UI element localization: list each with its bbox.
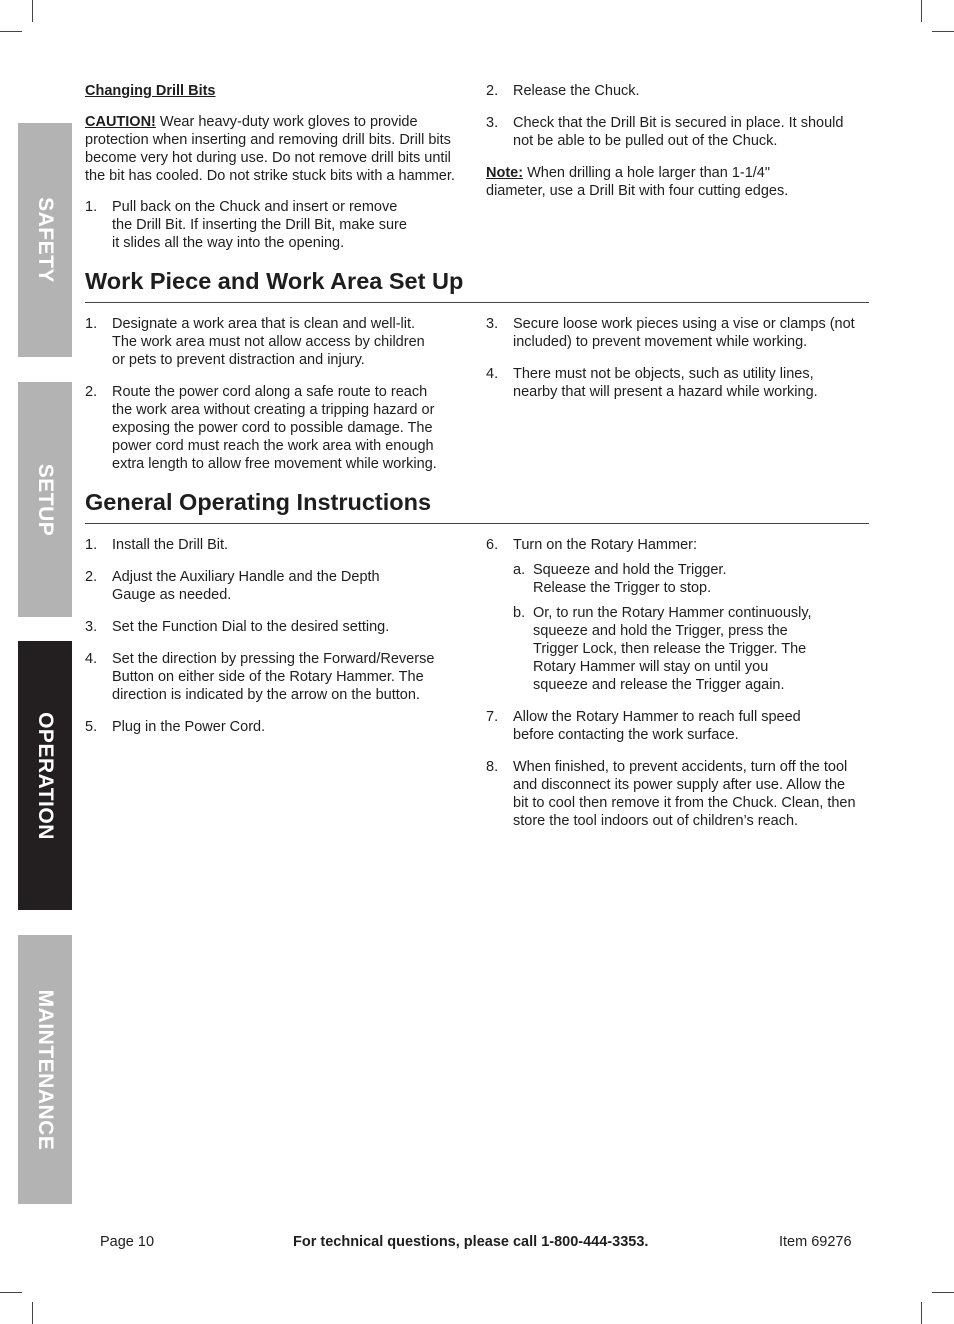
list-text: Turn on the Rotary Hammer: bbox=[513, 537, 697, 553]
list-number: 2. bbox=[85, 569, 98, 585]
note-paragraph bbox=[486, 164, 816, 200]
caution-paragraph bbox=[85, 113, 470, 185]
tab-label: OPERATION bbox=[34, 711, 57, 840]
list-number: 3. bbox=[85, 619, 98, 635]
tech-support-line: For technical questions, please call 1-800-444-3353. bbox=[293, 1234, 649, 1250]
drill-bits-left-column bbox=[85, 82, 470, 266]
list-number: 2. bbox=[85, 384, 98, 400]
list-item bbox=[85, 315, 432, 369]
list-text: Release the Chuck. bbox=[513, 83, 640, 99]
page-number: Page 10 bbox=[100, 1234, 155, 1250]
sub-list-item bbox=[513, 604, 825, 694]
sub-list-item bbox=[513, 561, 733, 597]
operating-heading: General Operating Instructions bbox=[85, 489, 869, 524]
list-number: 5. bbox=[85, 719, 98, 735]
list-text: Allow the Rotary Hammer to reach full speed before contacting the work surface. bbox=[513, 709, 801, 743]
list-text: Adjust the Auxiliary Handle and the Depth Gauge as needed. bbox=[112, 569, 380, 603]
list-item bbox=[486, 315, 856, 351]
list-number: 4. bbox=[486, 366, 499, 382]
list-number: 6. bbox=[486, 537, 499, 553]
list-text: Plug in the Power Cord. bbox=[112, 719, 266, 735]
list-item bbox=[85, 650, 450, 704]
list-item bbox=[486, 114, 858, 150]
work-area-left-column bbox=[85, 315, 450, 487]
caution-label: CAUTION! bbox=[85, 114, 156, 130]
list-text: Set the direction by pressing the Forward/Reverse Button on either side of the Rotary Hammer. The direction is indicated by the arrow on the button. bbox=[112, 651, 435, 703]
list-item bbox=[85, 383, 450, 473]
list-item bbox=[85, 618, 450, 636]
list-text: Check that the Drill Bit is secured in place. It should not be able to be pulled out of the Chuck. bbox=[513, 115, 844, 149]
crop-mark bbox=[0, 1292, 22, 1293]
tab-label: SAFETY bbox=[34, 197, 57, 283]
tab-operation[interactable] bbox=[18, 641, 72, 910]
work-area-heading: Work Piece and Work Area Set Up bbox=[85, 268, 869, 303]
drill-bits-title: Changing Drill Bits bbox=[85, 83, 216, 99]
sub-list-letter: a. bbox=[513, 562, 526, 578]
tab-safety[interactable] bbox=[18, 123, 72, 357]
crop-mark bbox=[32, 1302, 33, 1324]
list-item bbox=[85, 568, 382, 604]
list-text: There must not be objects, such as utility lines, nearby that will present a hazard while working. bbox=[513, 366, 818, 400]
list-text: Set the Function Dial to the desired setting. bbox=[112, 619, 390, 635]
list-item bbox=[85, 718, 450, 736]
crop-mark bbox=[921, 0, 922, 22]
list-item bbox=[486, 708, 823, 744]
list-item bbox=[486, 365, 856, 401]
list-item bbox=[486, 536, 861, 694]
sub-list-text: Squeeze and hold the Trigger. Release the Trigger to stop. bbox=[533, 562, 727, 596]
list-number: 3. bbox=[486, 115, 499, 131]
item-number: Item 69276 bbox=[779, 1234, 852, 1250]
list-text: Secure loose work pieces using a vise or clamps (not included) to prevent movement while working. bbox=[513, 316, 855, 350]
tab-setup[interactable] bbox=[18, 382, 72, 617]
operating-right-column bbox=[486, 536, 861, 844]
list-number: 1. bbox=[85, 199, 98, 215]
list-number: 4. bbox=[85, 651, 98, 667]
list-number: 2. bbox=[486, 83, 499, 99]
drill-bits-right-column bbox=[486, 82, 858, 213]
crop-mark bbox=[932, 31, 954, 32]
work-area-right-column bbox=[486, 315, 856, 415]
sub-list-text: Or, to run the Rotary Hammer continuously, squeeze and hold the Trigger, press the Trigger Lock, then release the Trigger. The Rotary Hammer will stay on until you squeeze and release the Trigger again. bbox=[533, 605, 812, 693]
list-item bbox=[486, 758, 861, 830]
crop-mark bbox=[921, 1302, 922, 1324]
list-text: Route the power cord along a safe route to reach the work area without creating a tripping hazard or exposing the power cord to possible damage. The power cord must reach the work area with enough extra length to allow free movement while working. bbox=[112, 384, 437, 472]
list-item bbox=[85, 536, 450, 554]
note-text: When drilling a hole larger than 1-1/4" diameter, use a Drill Bit with four cutting edges. bbox=[486, 165, 789, 199]
tab-label: MAINTENANCE bbox=[34, 989, 57, 1150]
sub-list-letter: b. bbox=[513, 605, 526, 621]
list-text: Pull back on the Chuck and insert or remove the Drill Bit. If inserting the Drill Bit, make sure it slides all the way into the opening. bbox=[112, 199, 407, 251]
list-number: 1. bbox=[85, 316, 98, 332]
tab-label: SETUP bbox=[34, 463, 57, 536]
caution-text: Wear heavy-duty work gloves to provide protection when inserting and removing drill bits. Drill bits become very hot during use. Do not remove drill bits until the bit has cooled. Do not strike stuck bits with a hammer. bbox=[85, 114, 455, 184]
operating-left-column bbox=[85, 536, 450, 750]
list-text: Install the Drill Bit. bbox=[112, 537, 229, 553]
list-text: Designate a work area that is clean and well-lit. The work area must not allow access by children or pets to prevent distraction and injury. bbox=[112, 316, 425, 368]
crop-mark bbox=[32, 0, 33, 22]
crop-mark bbox=[932, 1292, 954, 1293]
crop-mark bbox=[0, 31, 22, 32]
tab-maintenance[interactable] bbox=[18, 935, 72, 1204]
list-item bbox=[486, 82, 858, 100]
list-number: 3. bbox=[486, 316, 499, 332]
note-label: Note: bbox=[486, 165, 524, 181]
list-number: 7. bbox=[486, 709, 499, 725]
list-text: When finished, to prevent accidents, turn off the tool and disconnect its power supply after use. Allow the bit to cool then remove it from the Chuck. Clean, then store the tool indoors out of children’s reach. bbox=[513, 759, 856, 829]
list-number: 8. bbox=[486, 759, 499, 775]
list-number: 1. bbox=[85, 537, 98, 553]
list-item bbox=[85, 198, 410, 252]
